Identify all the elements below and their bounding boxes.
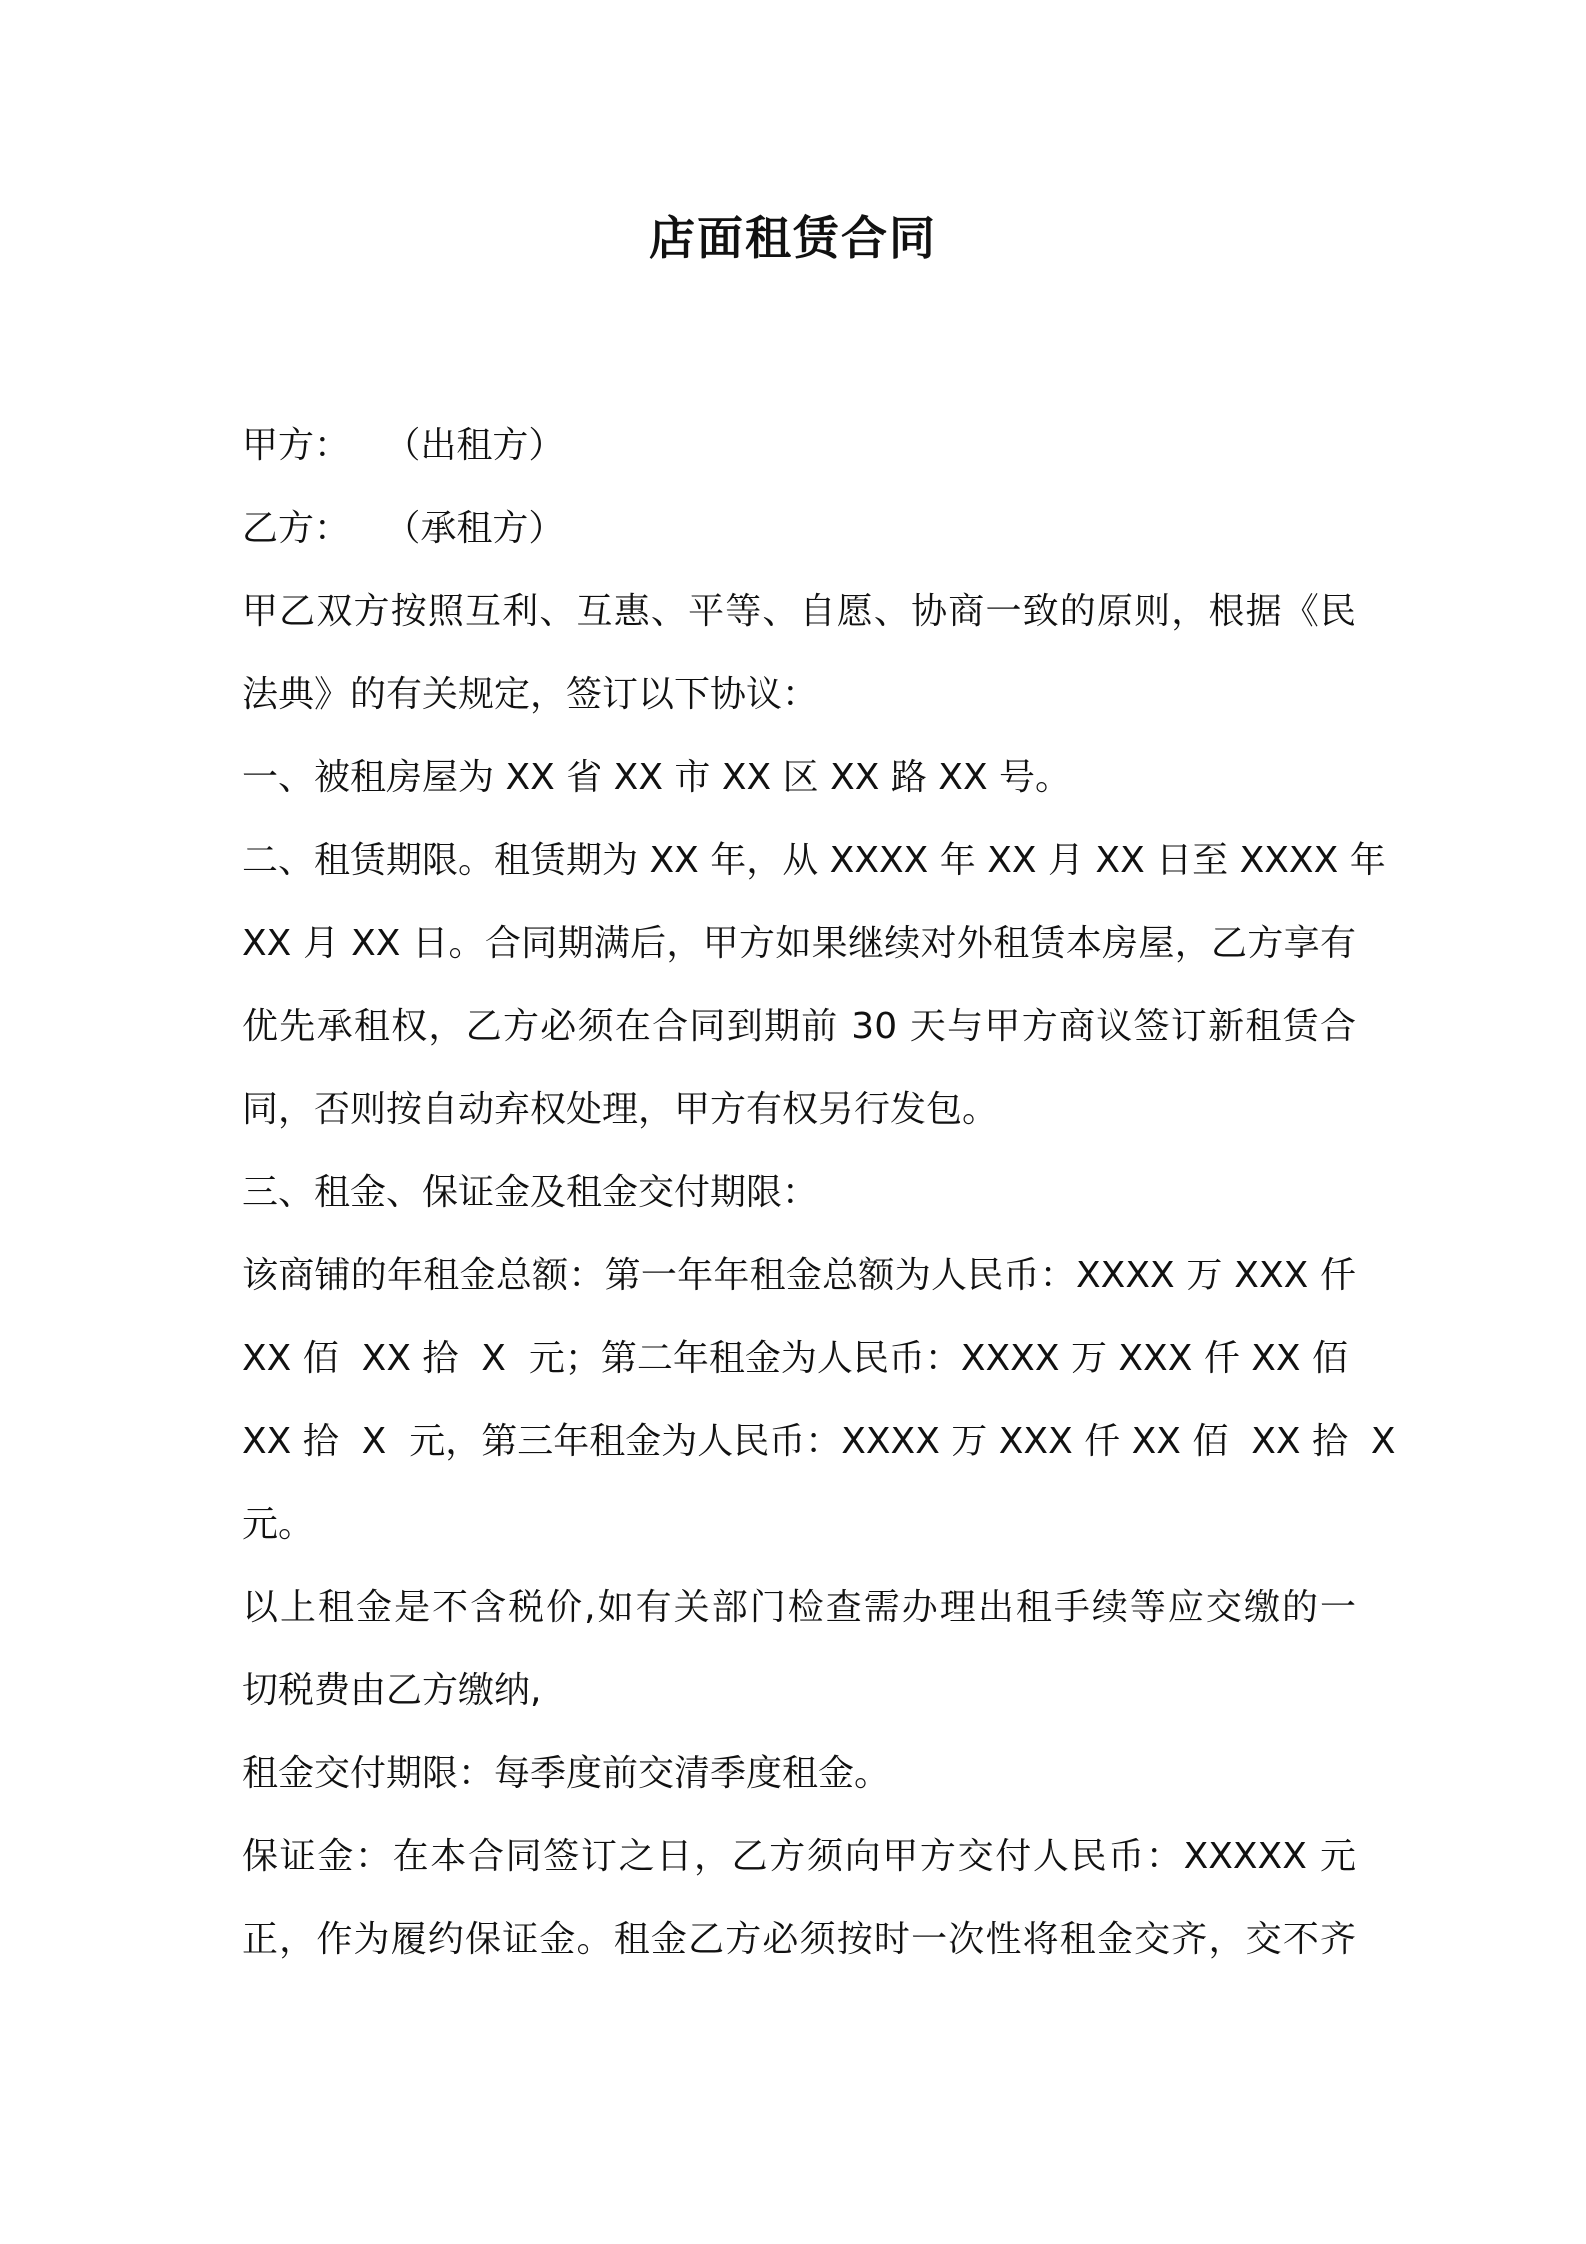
rent-amount-line: XX 佰 XX 拾 X 元；第二年租金为人民币：XXXX 万 XXX 仟 XX 佰 (242, 1338, 1349, 1379)
paragraph-line: 甲乙双方按照互利、互惠、平等、自愿、协商一致的原则，根据《民 (242, 591, 1356, 632)
rent-amount-line: 该商铺的年租金总额：第一年年租金总额为人民币：XXXX 万 XXX 仟 (242, 1255, 1356, 1296)
party-b-line: 乙方： （承租方） (242, 508, 565, 549)
clause-2-line: 优先承租权，乙方必须在合同到期前 30 天与甲方商议签订新租赁合 (242, 1006, 1356, 1047)
clause-3-heading: 三、租金、保证金及租金交付期限： (242, 1172, 819, 1213)
tax-line: 切税费由乙方缴纳, (242, 1670, 542, 1711)
rent-amount-line: XX 拾 X 元，第三年租金为人民币：XXXX 万 XXX 仟 XX 佰 XX 拾 X (242, 1421, 1396, 1462)
document-body (242, 404, 1396, 1981)
clause-2-line: 二、租赁期限。租赁期为 XX 年，从 XXXX 年 XX 月 XX 日至 XXXX 年 (242, 840, 1386, 881)
deposit-line: 正，作为履约保证金。租金乙方必须按时一次性将租金交齐，交不齐 (242, 1919, 1356, 1960)
clause-2-line: 同，否则按自动弃权处理，甲方有权另行发包。 (242, 1089, 999, 1130)
clause-1-line: 一、被租房屋为 XX 省 XX 市 XX 区 XX 路 XX 号。 (242, 757, 1072, 798)
document-title: 店面租赁合同 (649, 211, 937, 265)
clause-2-line: XX 月 XX 日。合同期满后，甲方如果继续对外租赁本房屋，乙方享有 (242, 923, 1356, 964)
party-a-line: 甲方： （出租方） (242, 425, 565, 466)
tax-line: 以上租金是不含税价,如有关部门检查需办理出租手续等应交缴的一 (242, 1587, 1356, 1628)
deposit-line: 保证金：在本合同签订之日，乙方须向甲方交付人民币：XXXXX 元 (242, 1836, 1356, 1877)
payment-term-line: 租金交付期限：每季度前交清季度租金。 (242, 1753, 891, 1794)
paragraph-line: 法典》的有关规定，签订以下协议： (242, 674, 819, 715)
rent-amount-line: 元。 (242, 1504, 315, 1545)
